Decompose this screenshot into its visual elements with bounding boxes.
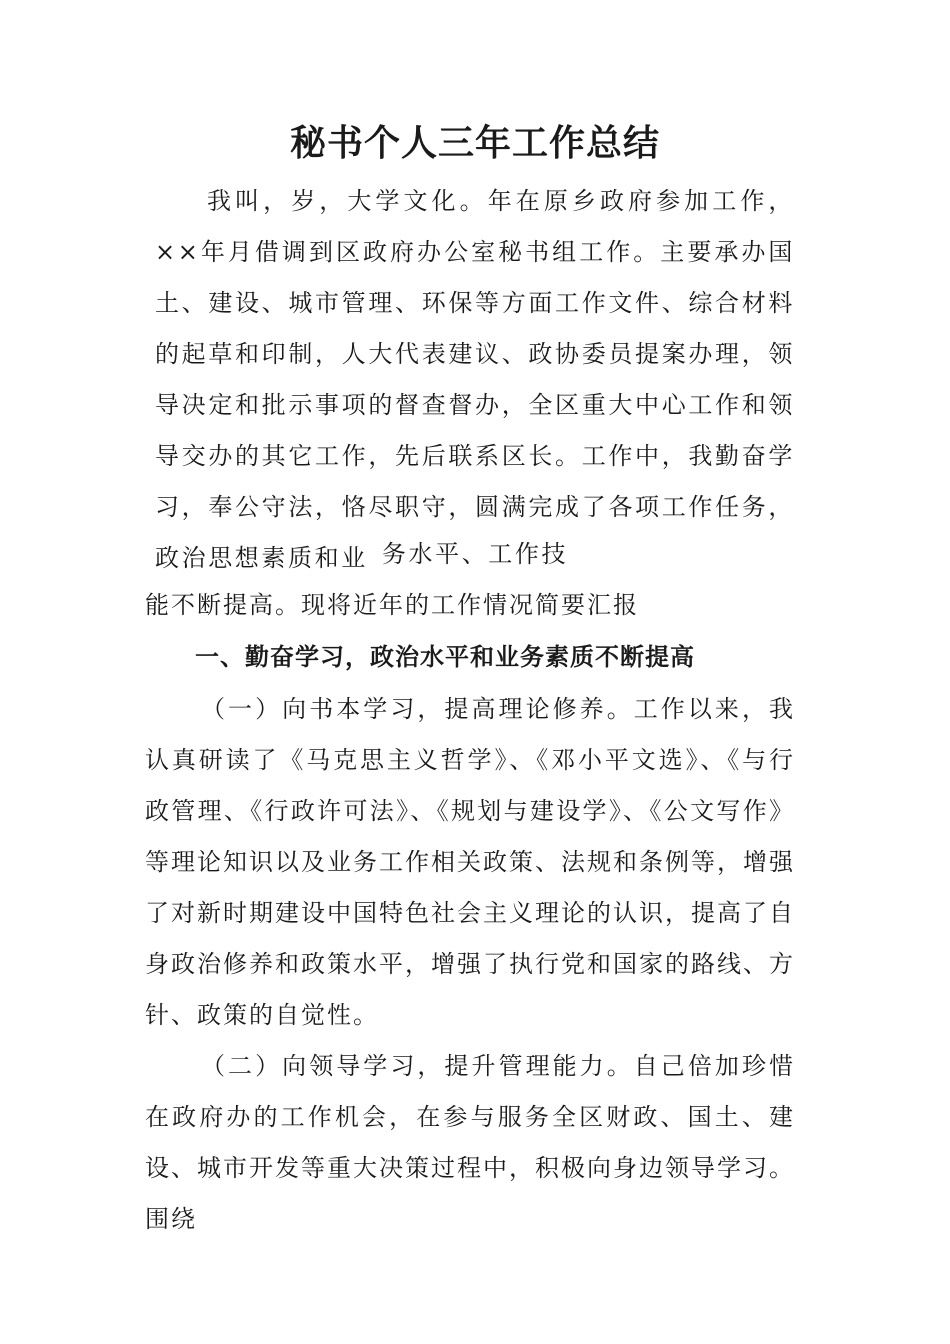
- intro-paragraph-tail: 务水平、工作技: [381, 540, 569, 568]
- intro-continuation: 能不断提高。现将近年的工作情况简要汇报: [145, 591, 639, 619]
- intro-paragraph: 我叫，岁，大学文化。年在原乡政府参加工作，××年月借调到区政府办公室秘书组工作。主要承办国土、建设、城市管理、环保等方面工作文件、综合材料的起草和印制，人大代表建议、政协委员提案办理，领导决定和批示事项的督查督办，全区重大中心工作和领导交办的其它工作，先后联系区长。工作中，我勤奋学习，奉公守法，恪尽职守，圆满完成了各项工作任务，政治思想素质和业: [155, 187, 795, 572]
- document-title: 秘书个人三年工作总结: [289, 122, 660, 164]
- paragraph-book-study: （一）向书本学习，提高理论修养。工作以来，我认真研读了《马克思主义哲学》、《邓小平文选》、《与行政管理、《行政许可法》、《规划与建设学》、《公文写作》等理论知识以及业务工作相关政策、法规和条例等，增强了对新时期建设中国特色社会主义理论的认识，提高了自身政治修养和政策水平，增强了执行党和国家的路线、方针、政策的自觉性。: [145, 695, 795, 1029]
- paragraph-leader-study: （二）向领导学习，提升管理能力。自己倍加珍惜在政府办的工作机会，在参与服务全区财政、国土、建设、城市开发等重大决策过程中，积极向身边领导学习。围绕: [145, 1052, 795, 1233]
- section-heading-1: 一、勤奋学习，政治水平和业务素质不断提高: [195, 643, 695, 671]
